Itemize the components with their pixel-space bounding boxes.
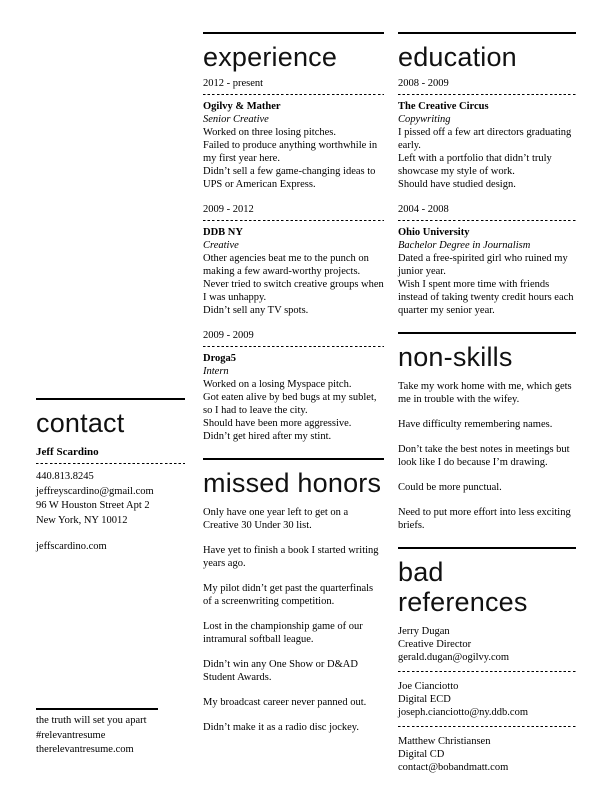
school-name: Ohio University (398, 227, 470, 238)
section-rule (36, 398, 185, 400)
entry-dates: 2004 - 2008 (398, 204, 449, 215)
contact-details (36, 470, 185, 555)
section-rule (398, 32, 576, 34)
reference-email: joseph.cianciotto@ny.ddb.com (398, 707, 529, 718)
org-name: Droga5 (203, 353, 237, 364)
section-rule (398, 332, 576, 334)
footer-tagline: the truth will set you apart (36, 715, 147, 726)
dashed-divider (398, 220, 576, 221)
dashed-divider (203, 346, 384, 347)
entry-line: I pissed off a few art directors graduating early. (398, 127, 572, 151)
contact-heading: contact (36, 408, 125, 438)
entry-line: Failed to produce anything worthwhile in my first year here. (203, 140, 378, 164)
entry-line: Other agencies beat me to the punch on making a few award-worthy projects. (203, 253, 369, 277)
reference-entry (398, 625, 576, 664)
job-title: Creative (203, 240, 239, 251)
experience-entry (203, 329, 384, 443)
honor-item: Didn’t make it as a radio disc jockey. (203, 722, 359, 733)
footer-block (36, 708, 185, 758)
dashed-divider (398, 671, 576, 672)
org-name: Ogilvy & Mather (203, 101, 281, 112)
entry-line: Never tried to switch creative groups when I was unhappy. (203, 279, 384, 303)
city-state-zip: New York, NY 10012 (36, 514, 128, 526)
experience-entry (203, 203, 384, 317)
reference-title: Digital CD (398, 749, 445, 760)
honor-item: My pilot didn’t get past the quarterfinals of a screenwriting competition. (203, 583, 374, 607)
email-address: jeffreyscardino@gmail.com (36, 485, 154, 497)
entry-line: Should have been more aggressive. (203, 418, 352, 429)
footer-hashtag: #relevantresume (36, 729, 106, 741)
reference-name: Joe Cianciotto (398, 681, 459, 692)
entry-line: Should have studied design. (398, 179, 516, 190)
section-rule (398, 547, 576, 549)
org-name: DDB NY (203, 227, 243, 238)
education-entry (398, 77, 576, 191)
non-skills-heading: non-skills (398, 342, 513, 372)
school-name: The Creative Circus (398, 101, 489, 112)
entry-line: Worked on a losing Myspace pitch. (203, 379, 352, 390)
education-heading: education (398, 42, 517, 72)
entry-dates: 2012 - present (203, 78, 264, 89)
bad-references-heading: bad references (398, 557, 528, 617)
dashed-divider (36, 463, 185, 464)
entry-dates: 2008 - 2009 (398, 78, 449, 89)
entry-line: Wish I spent more time with friends instead of taking twenty credit hours each quarter my senior year. (398, 279, 574, 316)
reference-entry (398, 735, 576, 774)
person-name: Jeff Scardino (36, 446, 99, 458)
reference-email: gerald.dugan@ogilvy.com (398, 652, 510, 663)
phone-number: 440.813.8245 (36, 471, 94, 482)
dashed-divider (398, 94, 576, 95)
section-rule (203, 32, 384, 34)
skill-item: Have difficulty remembering names. (398, 419, 553, 430)
dashed-divider (203, 94, 384, 95)
degree-title: Bachelor Degree in Journalism (398, 240, 531, 251)
entry-line: Didn’t get hired after my stint. (203, 431, 332, 442)
degree-title: Copywriting (398, 114, 451, 125)
honor-item: Only have one year left to get on a Creative 30 Under 30 list. (203, 507, 349, 531)
entry-line: Didn’t sell any TV spots. (203, 305, 309, 316)
skill-item: Need to put more effort into less exciting briefs. (398, 507, 571, 531)
honor-item: Didn’t win any One Show or D&AD Student Awards. (203, 659, 358, 683)
footer-website: therelevantresume.com (36, 744, 134, 755)
job-title: Intern (203, 366, 229, 377)
street-address: 96 W Houston Street Apt 2 (36, 500, 150, 511)
dashed-divider (398, 726, 576, 727)
reference-title: Creative Director (398, 639, 472, 650)
reference-email: contact@bobandmatt.com (398, 762, 509, 773)
experience-heading: experience (203, 42, 338, 72)
reference-name: Jerry Dugan (398, 626, 450, 637)
dashed-divider (203, 220, 384, 221)
section-rule (203, 458, 384, 460)
missed-honors-heading: missed honors (203, 468, 382, 498)
footer-rule (36, 708, 158, 710)
honor-item: Lost in the championship game of our intramural softball league. (203, 621, 363, 645)
entry-dates: 2009 - 2009 (203, 330, 254, 341)
entry-line: Worked on three losing pitches. (203, 127, 336, 138)
entry-line: Didn’t sell a few game-changing ideas to UPS or American Express. (203, 166, 376, 190)
experience-entry (203, 77, 384, 191)
entry-dates: 2009 - 2012 (203, 204, 254, 215)
education-entry (398, 203, 576, 317)
entry-line: Left with a portfolio that didn’t truly showcase my style of work. (398, 153, 552, 177)
experience-column (203, 32, 384, 734)
entry-line: Got eaten alive by bed bugs at my sublet, so I had to leave the city. (203, 392, 377, 416)
reference-title: Digital ECD (398, 694, 451, 705)
education-column (398, 32, 576, 774)
honor-item: My broadcast career never panned out. (203, 697, 367, 708)
honor-item: Have yet to finish a book I started writing years ago. (203, 545, 379, 569)
contact-column (36, 398, 185, 555)
personal-website: jeffscardino.com (36, 541, 107, 552)
reference-entry (398, 680, 576, 719)
entry-line: Dated a free-spirited girl who ruined my junior year. (398, 253, 568, 277)
reference-name: Matthew Christiansen (398, 736, 491, 747)
skill-item: Don’t take the best notes in meetings but look like I do because I’m drawing. (398, 444, 570, 468)
job-title: Senior Creative (203, 114, 269, 125)
skill-item: Take my work home with me, which gets me in trouble with the wifey. (398, 381, 572, 405)
skill-item: Could be more punctual. (398, 482, 502, 493)
